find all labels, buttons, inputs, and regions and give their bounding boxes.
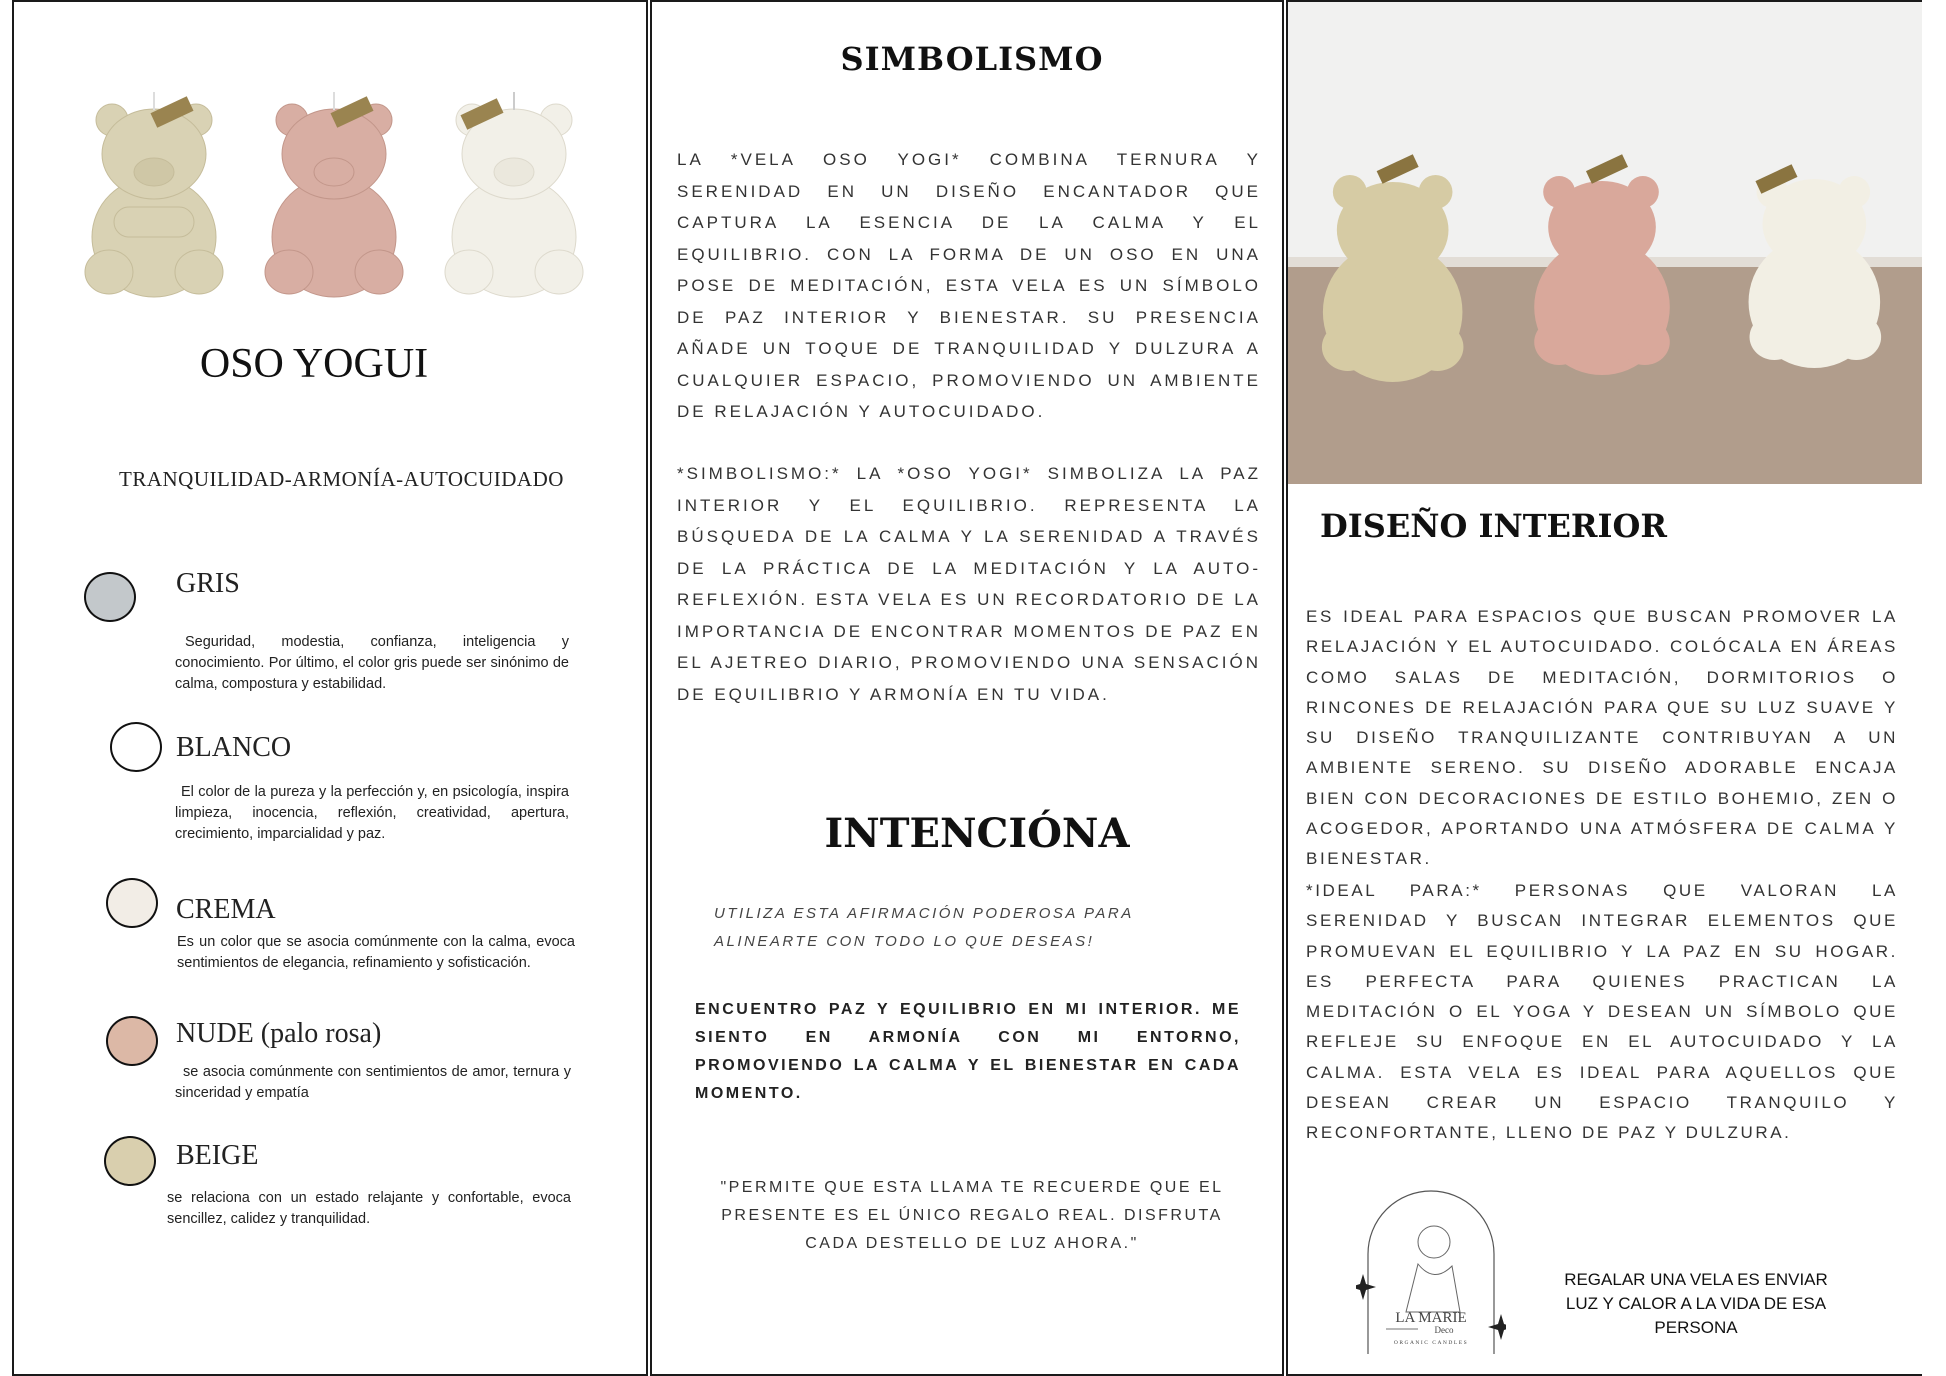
photo-bear-pink [1534,176,1670,375]
color-desc-beige: se relaciona con un estado relajante y confortable, evoca sencillez, calidez y tranquilidad. [167,1190,571,1227]
diseno-interior-heading: DISEÑO INTERIOR [1320,507,1667,545]
color-name-blanco: BLANCO [176,732,292,763]
bear-candle-pink [254,92,414,302]
gift-message: REGALAR UNA VELA ES ENVIAR LUZ Y CALOR A LA VIDA DE ESA PERSONA [1564,1270,1828,1337]
swatch-gris [84,572,136,622]
swatch-crema [106,878,158,928]
logo-tag: ORGANIC CANDLES [1393,1340,1469,1346]
swatch-blanco [110,722,162,772]
panel-oso-yogui [12,0,648,1376]
la-marie-logo [1356,1184,1506,1354]
simbolismo-paragraph-2: *SIMBOLISMO:* LA *OSO YOGI* SIMBOLIZA LA PAZ INTERIOR Y EL EQUILIBRIO. REPRESENTA LA BÚSQUEDA DE LA CALMA Y LA SERENIDAD A TRAVÉS DE LA PRÁCTICA DE LA MEDITACIÓN Y LA AUTO-REFLEXIÓN. ESTA VELA ES UN RECORDATORIO DE LA IMPORTANCIA DE ENCONTRAR MOMENTOS DE PAZ EN EL AJETREO DIARIO, PROMOVIENDO UNA SENSACIÓN DE EQUILIBRIO Y ARMONÍA EN TU VIDA. [677,464,1261,704]
closing-quote: "PERMITE QUE ESTA LLAMA TE RECUERDE QUE EL PRESENTE ES EL ÚNICO REGALO REAL. DISFRUTA CADA DESTELLO DE LUZ AHORA." [720,1179,1224,1252]
color-desc-gris: Seguridad, modestia, confianza, inteligencia y conocimiento. Por último, el color gris puede ser sinónimo de calma, compostura y estabilidad. [175,634,569,692]
bear-candle-beige [74,92,234,302]
color-desc-blanco: El color de la pureza y la perfección y, en psicología, inspira limpieza, inocencia, reflexión, creatividad, apertura, crecimiento, imparcialidad y paz. [175,784,569,842]
photo-bear-white [1749,176,1882,368]
diseno-paragraph-2: *IDEAL PARA:* PERSONAS QUE VALORAN LA SERENIDAD Y BUSCAN INTEGRAR ELEMENTOS QUE PROMUEVAN EL EQUILIBRIO Y LA PAZ EN SU HOGAR. ES PERFECTA PARA QUIENES PRACTICAN LA MEDITACIÓN O EL YOGA Y DESEAN UN SÍMBOLO QUE REFLEJE SU ENFOQUE EN EL AUTOCUIDADO Y LA CALMA. ESTA VELA ES IDEAL PARA AQUELLOS QUE DESEAN CREAR UN ESPACIO TRANQUILO Y RECONFORTANTE, LLENO DE PAZ Y DULZURA. [1306,881,1898,1143]
color-name-beige: BEIGE [176,1140,259,1171]
color-desc-crema: Es un color que se asocia comúnmente con la calma, evoca sentimientos de elegancia, refinamiento y sofisticación. [177,934,575,971]
color-name-gris: GRIS [176,568,240,599]
swatch-beige [104,1136,156,1186]
bear-candles-photo [1288,2,1922,484]
photo-bear-beige [1322,175,1464,382]
logo-sub: Deco [1434,1325,1454,1335]
swatch-nude [106,1016,158,1066]
product-title: OSO YOGUI [199,341,429,387]
color-desc-nude: se asocia comúnmente con sentimientos de amor, ternura y sinceridad y empatía [175,1064,571,1101]
color-name-crema: CREMA [176,894,276,925]
bear-candles-image [74,92,614,302]
logo-brand: LA MARIE [1395,1310,1467,1326]
intencion-heading: INTENCIÓNA [824,810,1130,857]
bear-candle-white [434,92,594,302]
diseno-paragraph-1: ES IDEAL PARA ESPACIOS QUE BUSCAN PROMOVER LA RELAJACIÓN Y EL AUTOCUIDADO. COLÓCALA EN ÁREAS COMO SALAS DE MEDITACIÓN, DORMITORIOS O RINCONES DE RELAJACIÓN PARA QUE SU LUZ SUAVE Y SU DISEÑO TRANQUILIZANTE CONTRIBUYAN A UN AMBIENTE SERENO. SU DISEÑO ADORABLE ENCAJA BIEN CON DECORACIONES DE ESTILO BOHEMIO, ZEN O ACOGEDOR, APORTANDO UNA ATMÓSFERA DE CALMA Y BIENESTAR. [1306,607,1898,869]
panel-diseno-interior [1286,0,1922,1376]
panel-simbolismo [650,0,1284,1376]
simbolismo-paragraph-1: LA *VELA OSO YOGI* COMBINA TERNURA Y SERENIDAD EN UN DISEÑO ENCANTADOR QUE CAPTURA LA ESENCIA DE LA CALMA Y EL EQUILIBRIO. CON LA FORMA DE UN OSO EN UNA POSE DE MEDITACIÓN, ESTA VELA ES UN SÍMBOLO DE PAZ INTERIOR Y BIENESTAR. SU PRESENCIA AÑADE UN TOQUE DE TRANQUILIDAD Y DULZURA A CUALQUIER ESPACIO, PROMOVIENDO UN AMBIENTE DE RELAJACIÓN Y AUTOCUIDADO. [677,150,1261,421]
color-name-nude: NUDE (palo rosa) [176,1018,382,1049]
affirmation-text: ENCUENTRO PAZ Y EQUILIBRIO EN MI INTERIOR. ME SIENTO EN ARMONÍA CON MI ENTORNO, PROMOVIENDO LA CALMA Y EL BIENESTAR EN CADA MOMENTO. [695,1001,1241,1102]
bear-shape [85,104,223,297]
simbolismo-heading: SIMBOLISMO [840,40,1104,78]
product-subtitle: TRANQUILIDAD-ARMONÍA-AUTOCUIDADO [119,467,564,491]
intencion-intro: UTILIZA ESTA AFIRMACIÓN PODEROSA PARA ALINEARTE CON TODO LO QUE DESEAS! [714,905,1134,950]
